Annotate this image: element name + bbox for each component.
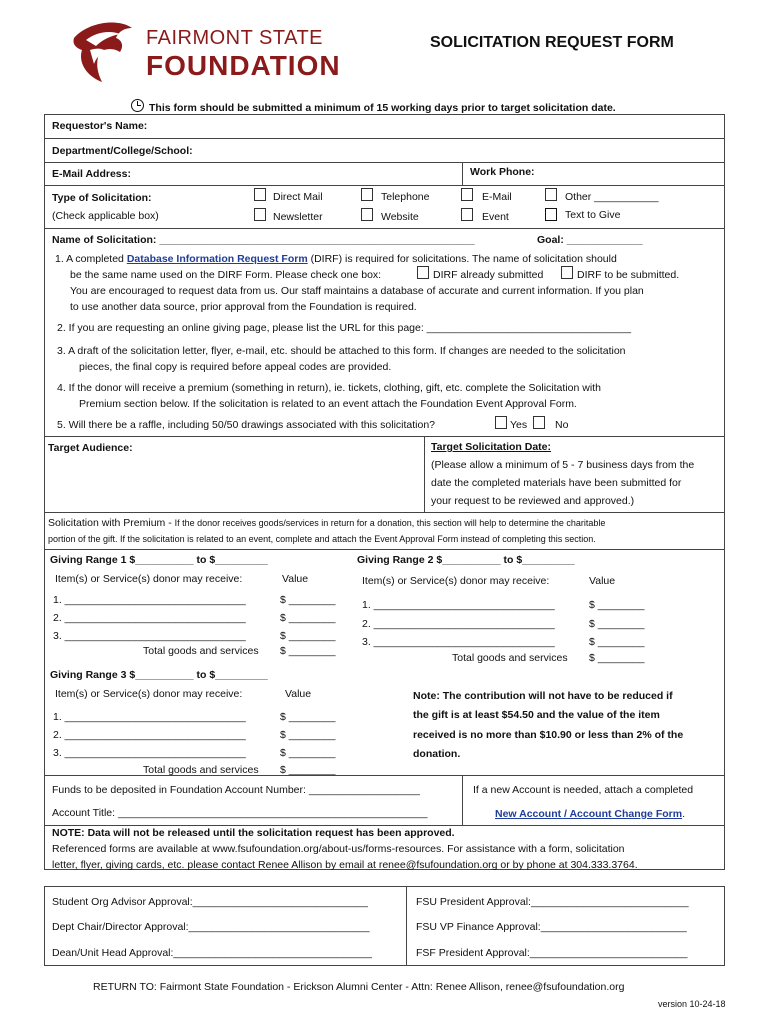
r2-item-3: 3. _______________________________ — [362, 636, 555, 648]
instruction-5: 5. Will there be a raffle, including 50/50 drawings associated with this solicitation? — [57, 419, 436, 431]
r1-item-3: 3. _______________________________ — [53, 630, 246, 642]
r2-value-2: $ ________ — [589, 618, 645, 630]
date-note-2: date the completed materials have been submitted for — [431, 477, 682, 489]
opt-email: E-Mail — [482, 191, 512, 203]
date-note-1: (Please allow a minimum of 5 - 7 business days from the — [431, 459, 695, 471]
opt-newsletter: Newsletter — [273, 211, 323, 223]
r2-item-1: 1. _______________________________ — [362, 599, 555, 611]
checkbox-dirf-submitted[interactable] — [417, 266, 429, 279]
fsu-vp-approval: FSU VP Finance Approval:_________________________ — [416, 921, 687, 933]
notice-text: This form should be submitted a minimum of 15 working days prior to target solicitation date. — [149, 102, 616, 114]
opt-event: Event — [482, 211, 509, 223]
r3-value-1: $ ________ — [280, 711, 336, 723]
date-note-3: your request to be reviewed and approved.) — [431, 495, 635, 507]
version: version 10-24-18 — [658, 999, 726, 1009]
dirf-submitted-label: DIRF already submitted — [433, 269, 544, 281]
opt-website: Website — [381, 211, 419, 223]
requestor-name-label: Requestor's Name: — [52, 120, 148, 132]
instruction-4a: 4. If the donor will receive a premium (something in return), ie. tickets, clothing, gift, etc. complete the Solicitation with — [57, 382, 601, 394]
r3-item-1: 1. _______________________________ — [53, 711, 246, 723]
r2-item-2: 2. _______________________________ — [362, 618, 555, 630]
r1-total: Total goods and services — [143, 645, 259, 657]
fsu-president-approval: FSU President Approval:___________________________ — [416, 896, 689, 908]
note-line-3: letter, flyer, giving cards, etc. please contact Renee Allison by email at renee@fsufoundation.org or by phone at 304.333.3764. — [52, 859, 638, 871]
checkbox-text-to-give[interactable] — [545, 208, 557, 221]
checkbox-website[interactable] — [361, 208, 373, 221]
contribution-note-2: the gift is at least $54.50 and the value of the item — [413, 709, 660, 721]
submission-notice — [131, 99, 616, 115]
items-label-3: Item(s) or Service(s) donor may receive: — [55, 688, 243, 700]
premium-intro-1: Solicitation with Premium - If the donor receives goods/services in return for a donation, this section will help to determine the charitable — [48, 517, 606, 529]
dirf-form-link[interactable]: Database Information Request Form — [126, 253, 308, 265]
r3-item-2: 2. _______________________________ — [53, 729, 246, 741]
contribution-note-4: donation. — [413, 748, 461, 760]
return-to: RETURN TO: Fairmont State Foundation - Erickson Alumni Center - Attn: Renee Allison, renee@fsufoundation.org — [93, 981, 625, 993]
items-label-2: Item(s) or Service(s) donor may receive: — [362, 575, 550, 587]
work-phone-label: Work Phone: — [470, 166, 535, 178]
instruction-4b: Premium section below. If the solicitation is related to an event attach the Foundation Event Approval Form. — [79, 398, 577, 410]
funds-account-number: Funds to be deposited in Foundation Account Number: ___________________ — [52, 784, 420, 796]
instruction-1b: be the same name used on the DIRF Form. Please check one box: — [70, 269, 382, 281]
checkbox-event[interactable] — [461, 208, 473, 221]
logo-line2: FOUNDATION — [146, 50, 341, 81]
account-title: Account Title: _____________________________________________________ — [52, 807, 428, 819]
contribution-note-3: received is no more than $10.90 or less than 2% of the — [413, 729, 684, 741]
checkbox-telephone[interactable] — [361, 188, 373, 201]
raffle-yes-label: Yes — [510, 419, 528, 431]
new-account-note: If a new Account is needed, attach a completed — [473, 784, 694, 796]
dean-approval: Dean/Unit Head Approval:__________________________________ — [52, 947, 372, 959]
r1-item-2: 2. _______________________________ — [53, 612, 246, 624]
giving-range-1: Giving Range 1 $__________ to $_________ — [50, 554, 268, 566]
opt-direct-mail: Direct Mail — [273, 191, 323, 203]
r1-item-1: 1. _______________________________ — [53, 594, 246, 606]
fsf-president-approval: FSF President Approval:___________________________ — [416, 947, 688, 959]
goal-field: Goal: _____________ — [537, 234, 643, 246]
opt-text-to-give: Text to Give — [565, 209, 621, 221]
r2-value-1: $ ________ — [589, 599, 645, 611]
instruction-1c: You are encouraged to request data from us. Our staff maintains a database of accurate and current information. If you plan — [70, 285, 644, 297]
clock-icon — [131, 99, 144, 112]
premium-heading: Solicitation with Premium - — [48, 517, 175, 529]
r3-value-3: $ ________ — [280, 747, 336, 759]
eagle-icon — [66, 18, 136, 84]
r3-total-value: $ ________ — [280, 764, 336, 776]
r1-value-3: $ ________ — [280, 630, 336, 642]
student-org-approval: Student Org Advisor Approval:______________________________ — [52, 896, 368, 908]
opt-telephone: Telephone — [381, 191, 430, 203]
r1-value-2: $ ________ — [280, 612, 336, 624]
value-label-3: Value — [285, 688, 312, 700]
type-hint: (Check applicable box) — [52, 210, 159, 222]
giving-range-3: Giving Range 3 $__________ to $_________ — [50, 669, 268, 681]
items-label-1: Item(s) or Service(s) donor may receive: — [55, 573, 243, 585]
checkbox-dirf-to-be-submitted[interactable] — [561, 266, 573, 279]
dept-chair-approval: Dept Chair/Director Approval:_______________________________ — [52, 921, 370, 933]
r2-total-value: $ ________ — [589, 652, 645, 664]
r1-value-1: $ ________ — [280, 594, 336, 606]
checkbox-email[interactable] — [461, 188, 473, 201]
form-title: SOLICITATION REQUEST FORM — [430, 34, 674, 51]
type-of-solicitation-label: Type of Solicitation: — [52, 192, 152, 204]
note-line-2: Referenced forms are available at www.fsufoundation.org/about-us/forms-resources. For assistance with a form, solicitation — [52, 843, 625, 855]
r2-value-3: $ ________ — [589, 636, 645, 648]
checkbox-direct-mail[interactable] — [254, 188, 266, 201]
checkbox-raffle-yes[interactable] — [495, 416, 507, 429]
instruction-1: 1. A completed Database Information Request Form (DIRF) is required for solicitations. The name of solicitation should — [55, 253, 617, 265]
checkbox-other[interactable] — [545, 188, 557, 201]
new-account-line: New Account / Account Change Form. — [495, 808, 685, 820]
checkbox-newsletter[interactable] — [254, 208, 266, 221]
new-account-form-link[interactable]: New Account / Account Change Form — [495, 808, 683, 820]
r1-total-value: $ ________ — [280, 645, 336, 657]
instruction-3b: pieces, the final copy is required before appeal codes are provided. — [79, 361, 392, 373]
instruction-2: 2. If you are requesting an online giving page, please list the URL for this page: ___________________________________ — [57, 322, 632, 334]
target-audience-label: Target Audience: — [48, 442, 133, 454]
r3-item-3: 3. _______________________________ — [53, 747, 246, 759]
r3-total: Total goods and services — [143, 764, 259, 776]
r2-total: Total goods and services — [452, 652, 568, 664]
premium-intro-2: portion of the gift. If the solicitation is related to an event, complete and attach the Event Approval Form instead of completing this section. — [48, 534, 596, 544]
logo-line1: FAIRMONT STATE — [146, 27, 324, 49]
note-line-1: NOTE: Data will not be released until the solicitation request has been approved. — [52, 827, 455, 839]
checkbox-raffle-no[interactable] — [533, 416, 545, 429]
email-label: E-Mail Address: — [52, 168, 131, 180]
foundation-logo — [66, 18, 356, 88]
giving-range-2: Giving Range 2 $__________ to $_________ — [357, 554, 575, 566]
raffle-no-label: No — [555, 419, 569, 431]
value-label-1: Value — [282, 573, 309, 585]
r3-value-2: $ ________ — [280, 729, 336, 741]
value-label-2: Value — [589, 575, 616, 587]
instruction-1d: to use another data source, prior approval from the Foundation is required. — [70, 301, 417, 313]
target-date-label: Target Solicitation Date: — [431, 441, 551, 453]
contribution-note-1: Note: The contribution will not have to be reduced if — [413, 690, 673, 702]
name-of-solicitation: Name of Solicitation: ______________________________________________________ — [52, 234, 475, 246]
opt-other: Other ___________ — [565, 191, 659, 203]
dirf-to-be-submitted-label: DIRF to be submitted. — [577, 269, 680, 281]
department-label: Department/College/School: — [52, 145, 193, 157]
instruction-3a: 3. A draft of the solicitation letter, flyer, e-mail, etc. should be attached to this form. If changes are needed to the solicitation — [57, 345, 626, 357]
